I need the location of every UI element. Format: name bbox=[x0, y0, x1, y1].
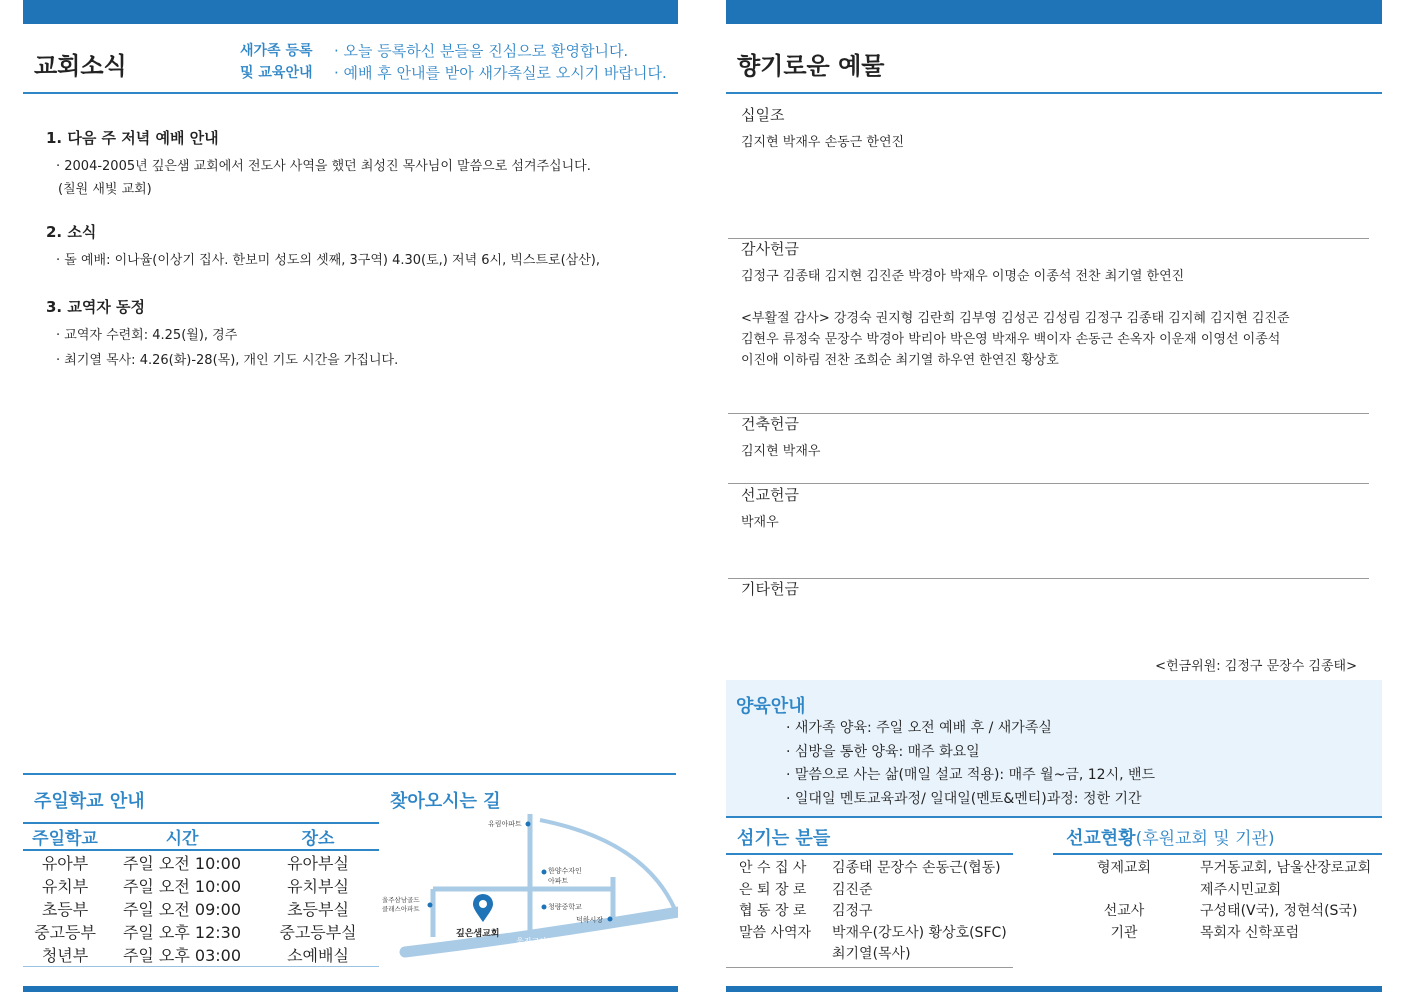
sunday-school-time: 주일 오후 12:30 bbox=[122, 923, 242, 942]
directions-map bbox=[380, 812, 678, 967]
news-section-1-line-1: · 2004-2005년 깊은샘 교회에서 전도사 사역을 했던 최성진 목사님이 말씀으로 섬겨주십니다. bbox=[56, 159, 591, 174]
map-svg bbox=[380, 812, 678, 967]
sunday-school-place: 유치부실 bbox=[287, 877, 349, 896]
sunday-school-dept: 유아부 bbox=[41, 854, 89, 873]
offering-names-thanks-4: 이진애 이하림 전찬 조희순 최기열 하우연 한연진 황상호 bbox=[741, 353, 1059, 368]
sunday-school-header-dept: 주일학교 bbox=[23, 823, 107, 850]
left-bottom-divider bbox=[23, 773, 676, 775]
education-title: 양육안내 bbox=[736, 696, 806, 717]
offering-committee: <헌금위원: 김정구 문장수 김종태> bbox=[1155, 659, 1357, 674]
staff-role: 안 수 집 사 bbox=[739, 860, 807, 876]
staff-names: 김종태 문장수 손동근(협동) bbox=[832, 860, 1001, 876]
location-pin-icon bbox=[473, 894, 493, 922]
offering-label-mission: 선교헌금 bbox=[741, 486, 799, 504]
map-label-road1: 울진교차로 bbox=[516, 937, 555, 946]
newcomer-text bbox=[334, 40, 667, 84]
staff-role: 협 동 장 로 bbox=[739, 903, 807, 919]
education-bottom-divider bbox=[726, 816, 1382, 818]
sunday-school-dept: 초등부 bbox=[41, 900, 89, 919]
map-label-market: 덕하시장 bbox=[576, 916, 604, 924]
staff-row bbox=[739, 901, 1007, 923]
sunday-school-title: 주일학교 안내 bbox=[34, 791, 145, 812]
offering-names-thanks-3: 김현우 류정숙 문장수 박경아 박리아 박은영 박재우 백이자 손동근 손옥자 이운재 이영선 이종석 bbox=[741, 332, 1281, 347]
map-label-apt2: 한양수자인 bbox=[548, 867, 582, 875]
mission-title bbox=[1066, 824, 1275, 850]
mission-row bbox=[1066, 858, 1371, 880]
map-label-school: 청량중학교 bbox=[548, 903, 582, 911]
staff-row bbox=[739, 858, 1007, 880]
staff-row bbox=[739, 944, 1007, 966]
sunday-school-time: 주일 오후 03:00 bbox=[122, 946, 242, 965]
mission-value: 구성태(V국), 정현석(S국) bbox=[1200, 903, 1358, 919]
left-header-title: 교회소식 bbox=[34, 52, 127, 80]
sunday-school-table bbox=[23, 822, 379, 967]
sunday-school-header-time: 시간 bbox=[107, 823, 257, 850]
map-dot-apt1 bbox=[526, 822, 531, 827]
offering-divider-1 bbox=[728, 238, 1369, 239]
offering-names-building: 김지현 박재우 bbox=[741, 444, 821, 459]
map-label-church: 깊은샘교회 bbox=[456, 929, 500, 939]
map-dot-apt2 bbox=[542, 870, 547, 875]
list-item: · 심방을 통한 양육: 매주 화요일 bbox=[786, 743, 980, 760]
sunday-school-place: 초등부실 bbox=[287, 900, 349, 919]
mission-category: 형제교회 bbox=[1096, 860, 1152, 876]
staff-bottom-divider bbox=[726, 967, 1013, 968]
news-section-2-title: 2. 소식 bbox=[46, 223, 97, 241]
sunday-school-dept: 유치부 bbox=[41, 877, 89, 896]
list-item: · 일대일 멘토교육과정/ 일대일(멘토&멘티)과정: 정한 기간 bbox=[786, 790, 1142, 807]
left-bottom-bar bbox=[23, 986, 678, 992]
staff-names: 김진준 bbox=[832, 881, 873, 898]
mission-value: 제주시민교회 bbox=[1200, 881, 1282, 898]
offering-divider-3 bbox=[728, 483, 1369, 484]
newcomer-label-line1: 새가족 등록 bbox=[240, 43, 313, 59]
mission-row bbox=[1066, 923, 1371, 945]
sunday-school-dept: 청년부 bbox=[41, 946, 89, 965]
offering-label-tithe: 십일조 bbox=[741, 106, 785, 124]
mission-row bbox=[1066, 901, 1371, 923]
table-row bbox=[23, 920, 379, 943]
list-item: · 새가족 양육: 주일 오전 예배 후 / 새가족실 bbox=[786, 720, 1052, 736]
news-section-1-line-2: (칠원 새빛 교회) bbox=[58, 182, 152, 197]
staff-title: 섬기는 분들 bbox=[737, 828, 831, 849]
offering-label-thanks: 감사헌금 bbox=[741, 240, 799, 258]
sunday-school-dept: 중고등부 bbox=[34, 923, 96, 942]
map-dot-market bbox=[608, 917, 613, 922]
newcomer-line1: · 오늘 등록하신 분들을 진심으로 환영합니다. bbox=[334, 42, 629, 60]
staff-divider bbox=[726, 853, 1013, 855]
mission-row bbox=[1066, 880, 1371, 902]
mission-value: 무거동교회, 남울산장로교회 bbox=[1200, 860, 1372, 876]
education-list bbox=[786, 717, 1155, 811]
sunday-school-time: 주일 오전 10:00 bbox=[122, 877, 242, 896]
news-section-3-title: 3. 교역자 동정 bbox=[46, 298, 146, 316]
offering-names-thanks-2: <부활절 감사> 강경숙 권지형 김란희 김부영 김성곤 김성림 김정구 김종태 김지혜 김지현 김진준 bbox=[741, 311, 1290, 326]
right-header-divider bbox=[726, 92, 1382, 94]
staff-names: 박재우(강도사) 황상호(SFC) bbox=[832, 924, 1007, 941]
mission-category: 기관 bbox=[1110, 924, 1138, 941]
offering-names-tithe: 김지현 박재우 손동근 한연진 bbox=[741, 135, 905, 150]
map-label-apt1: 유림아파트 bbox=[488, 820, 522, 828]
newcomer-label-line2: 및 교육안내 bbox=[240, 65, 313, 81]
table-row bbox=[23, 850, 379, 874]
staff-row bbox=[739, 880, 1007, 902]
right-bottom-bar bbox=[726, 986, 1382, 992]
left-top-bar bbox=[23, 0, 678, 24]
sunday-school-place: 중고등부실 bbox=[279, 923, 357, 942]
table-row bbox=[23, 897, 379, 920]
news-section-3-line-2: · 최기열 목사: 4.26(화)-28(목), 개인 기도 시간을 가집니다. bbox=[56, 353, 399, 368]
staff-role: 말씀 사역자 bbox=[739, 924, 812, 941]
news-section-1-title: 1. 다음 주 저녁 예배 안내 bbox=[46, 129, 219, 147]
education-box bbox=[726, 680, 1382, 816]
offering-names-mission: 박재우 bbox=[741, 515, 779, 530]
mission-divider bbox=[1053, 853, 1382, 855]
directions-title: 찾아오시는 길 bbox=[390, 791, 501, 812]
map-label-road2: 청량삼거리 bbox=[592, 933, 631, 942]
map-label-apt3b: 클래스아파트 bbox=[382, 905, 420, 913]
staff-row bbox=[739, 923, 1007, 945]
left-header-divider bbox=[23, 92, 678, 94]
staff-table bbox=[739, 858, 1007, 966]
map-label-apt2b: 아파트 bbox=[548, 877, 569, 885]
offering-divider-4 bbox=[728, 578, 1369, 579]
mission-table bbox=[1066, 858, 1371, 944]
sunday-school-place: 유아부실 bbox=[287, 854, 349, 873]
news-section-3-line-1: · 교역자 수련회: 4.25(월), 경주 bbox=[56, 328, 238, 343]
offering-divider-2 bbox=[728, 413, 1369, 414]
right-top-bar bbox=[726, 0, 1382, 24]
table-row bbox=[23, 874, 379, 897]
offering-label-building: 건축헌금 bbox=[741, 415, 799, 433]
sunday-school-time: 주일 오전 10:00 bbox=[122, 854, 242, 873]
right-header-title: 향기로운 예물 bbox=[737, 52, 885, 80]
table-row bbox=[23, 943, 379, 967]
sunday-school-place: 소예배실 bbox=[287, 946, 349, 965]
list-item: · 말씀으로 사는 삶(매일 설교 적용): 매주 월~금, 12시, 밴드 bbox=[786, 767, 1156, 783]
mission-category: 선교사 bbox=[1103, 903, 1145, 919]
mission-title-sub: (후원교회 및 기관) bbox=[1135, 829, 1275, 849]
offering-names-thanks-1: 김정구 김종태 김지현 김진준 박경아 박재우 이명순 이종석 전찬 최기열 한연진 bbox=[741, 269, 1185, 284]
map-dot-apt3 bbox=[428, 903, 433, 908]
map-dot-school bbox=[542, 905, 547, 910]
news-section-2-line-1: · 돌 예배: 이나율(이상기 집사. 한보미 성도의 셋째, 3구역) 4.30(토,) 저녁 6시, 빅스트로(삼산), bbox=[56, 253, 600, 268]
newcomer-line2: · 예배 후 안내를 받아 새가족실로 오시기 바랍니다. bbox=[334, 64, 667, 82]
offering-label-other: 기타헌금 bbox=[741, 580, 799, 598]
map-label-apt3: 울주삼남골드 bbox=[382, 896, 420, 904]
sunday-school-header-row bbox=[23, 823, 379, 850]
newcomer-label bbox=[240, 40, 313, 84]
staff-names: 김정구 bbox=[832, 903, 873, 919]
mission-value: 목회자 신학포럼 bbox=[1200, 924, 1300, 941]
staff-role: 은 퇴 장 로 bbox=[739, 881, 807, 898]
sunday-school-time: 주일 오전 09:00 bbox=[122, 900, 242, 919]
staff-names: 최기열(목사) bbox=[832, 946, 911, 962]
main-road bbox=[405, 912, 678, 952]
mission-title-main: 선교현황 bbox=[1066, 828, 1136, 849]
sunday-school-header-place: 장소 bbox=[257, 823, 379, 850]
